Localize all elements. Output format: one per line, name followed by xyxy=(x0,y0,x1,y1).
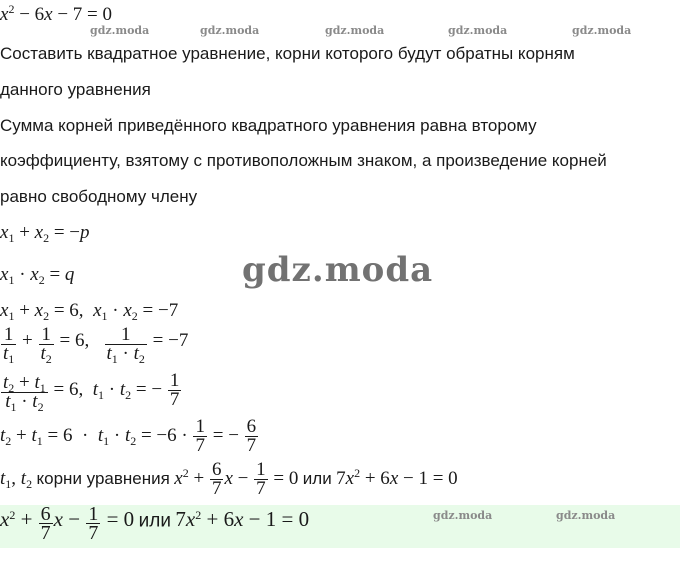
fraction: $\frac{1}{7}$ xyxy=(169,370,180,410)
watermark: gdz.moda xyxy=(433,509,493,522)
answer-line: $x^2$ + $\frac{6}{7}$ x − $\frac{1}{7}$ = 0 или $7x^2 + 6x - 1 = 0$ xyxy=(0,503,310,544)
fraction: $\frac{6}{7}$ xyxy=(211,459,222,499)
watermark: gdz.moda xyxy=(556,509,616,522)
fraction: $\frac{1}{7}$ xyxy=(195,416,205,456)
watermark: gdz.moda xyxy=(200,24,260,37)
watermark: gdz.moda xyxy=(572,24,632,37)
watermark: gdz.moda xyxy=(90,24,150,37)
combined-equations: $\frac{t_2 + t_1}{t_1 \cdot t_2}$ = 6, $t_1 \cdot t_2$ = − $\frac{1}{7}$ xyxy=(3,370,180,414)
watermark: gdz.moda xyxy=(325,24,385,37)
conclusion-words: корни уравнения xyxy=(36,468,170,488)
vieta-values: $x_1 + x_2 = 6$, $x_1 \cdot x_2 = -7$ xyxy=(0,300,179,323)
fraction: $\frac{1}{t_1}$ xyxy=(3,324,15,366)
fraction: $\frac{1}{t_1 \cdot t_2}$ xyxy=(106,324,145,366)
theory-text-line-2: коэффициенту, взятому с противоположным знаком, а произведение корней xyxy=(0,151,607,170)
fraction: $\frac{6}{7}$ xyxy=(246,416,257,456)
fraction: $\frac{1}{7}$ xyxy=(88,503,99,544)
task-text-line-2: данного уравнения xyxy=(0,80,151,99)
reciprocal-equations: $\frac{1}{t_1}$ + $\frac{1}{t_2}$ = 6, $\frac{1}{t_1 \cdot t_2}$ = −7 xyxy=(3,324,189,366)
vieta-product-formula: $x_1 \cdot x_2 = q$ xyxy=(0,264,75,287)
fraction: $\frac{t_2 + t_1}{t_1 \cdot t_2}$ xyxy=(3,372,46,414)
conclusion-or: или xyxy=(302,468,332,488)
theory-text-line-1: Сумма корней приведённого квадратного уравнения равна второму xyxy=(0,116,537,135)
task-text-line-1: Составить квадратное уравнение, корни которого будут обратны корням xyxy=(0,44,575,63)
watermark-logo: gdz.moda xyxy=(242,250,434,290)
theory-text-line-3: равно свободному члену xyxy=(0,187,198,206)
conclusion-line: $t_1$, $t_2$ корни уравнения $x^2$ + $\frac{6}{7}$ x − $\frac{1}{7}$ = 0 или $7x^2 + 6x - 1 = 0$ xyxy=(0,459,458,499)
fraction: $\frac{1}{7}$ xyxy=(256,459,266,499)
vieta-sum-formula: $x_1 + x_2 = -p$ xyxy=(0,222,90,245)
fraction: $\frac{6}{7}$ xyxy=(40,503,51,544)
fraction: $\frac{1}{t_2}$ xyxy=(40,324,52,366)
watermark: gdz.moda xyxy=(448,24,508,37)
result-equations: $t_2 + t_1 = 6 \cdot t_1 \cdot t_2 = -6$ · $\frac{1}{7}$ = − $\frac{6}{7}$ xyxy=(0,416,257,456)
given-equation: $x^2 - 6x - 7 = 0$ xyxy=(0,2,113,25)
answer-or: или xyxy=(138,510,171,532)
